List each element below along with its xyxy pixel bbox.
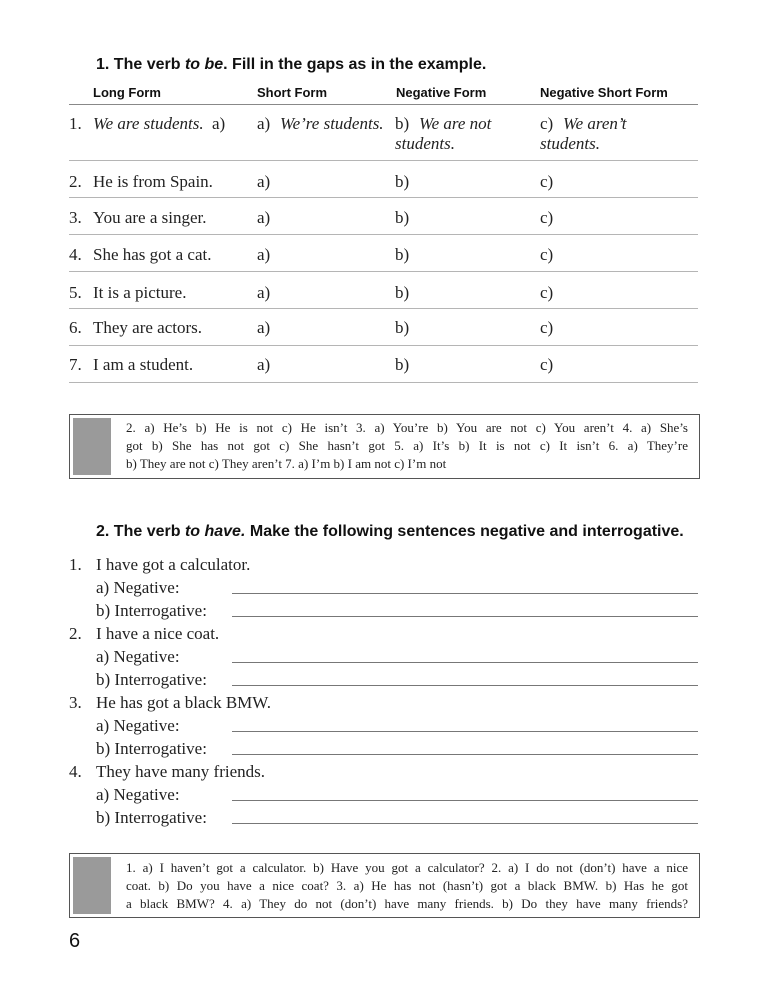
item-num: 1. (69, 555, 82, 574)
negative-answer-line[interactable] (232, 593, 698, 594)
exercise2-number: 2. (96, 523, 110, 540)
interrogative-answer-line[interactable] (232, 823, 698, 824)
interrogative-answer-line[interactable] (232, 754, 698, 755)
page-number: 6 (69, 930, 81, 952)
negative-answer-line[interactable] (232, 662, 698, 663)
row-short-gap[interactable]: a) (257, 245, 271, 264)
row-short-gap[interactable]: a) (257, 355, 271, 374)
row-num: 2. (69, 172, 82, 191)
answer-key-box (69, 853, 700, 918)
answer-key-line: 1. a) I haven’t got a calculator. b) Have you got a calculator? 2. a) I do not (don’t) have a nice (126, 860, 688, 875)
row-sentence: He is from Spain. (93, 172, 213, 191)
answer-key-text (126, 419, 688, 473)
answer-key-text (126, 859, 688, 913)
negative-answer-line[interactable] (232, 800, 698, 801)
example-a-label: a) (212, 114, 226, 133)
row-num: 7. (69, 355, 82, 374)
column-header-short-form: Short Form (257, 85, 328, 100)
row-negative-short-gap[interactable]: c) (540, 355, 554, 374)
interrogative-answer-line[interactable] (232, 685, 698, 686)
row-num: 4. (69, 245, 82, 264)
negative-label: a) Negative: (96, 785, 180, 804)
interrogative-answer-line[interactable] (232, 616, 698, 617)
negative-label: a) Negative: (96, 578, 180, 597)
answer-key-line: a black BMW? 4. a) They do not (don’t) have many friends. b) Do they have many friends? (126, 896, 688, 911)
row-sentence: She has got a cat. (93, 245, 212, 264)
answer-key-box (69, 414, 700, 479)
item-num: 2. (69, 624, 82, 643)
exercise2-title-pre: The verb (113, 523, 181, 540)
row-short-gap[interactable]: a) (257, 172, 271, 191)
answer-key-bar (73, 418, 111, 475)
interrogative-label: b) Interrogative: (96, 670, 207, 689)
example-neg-label: b) (395, 114, 410, 133)
column-header-long-form: Long Form (93, 85, 161, 100)
row-num: 6. (69, 318, 82, 337)
example-negs-label: c) (540, 114, 554, 133)
row-negative-short-gap[interactable]: c) (540, 208, 554, 227)
example-long-form: We are students. (93, 114, 204, 133)
exercise1-heading (96, 56, 486, 74)
row-negative-gap[interactable]: b) (395, 318, 410, 337)
item-sentence: I have got a calculator. (96, 555, 251, 574)
item-num: 4. (69, 762, 82, 781)
row-rule (69, 234, 698, 235)
example-num: 1. (69, 114, 82, 133)
exercise2-title-verb: to have. (184, 523, 246, 540)
row-sentence: It is a picture. (93, 283, 187, 302)
example-short-label: a) (257, 114, 271, 133)
negative-label: a) Negative: (96, 716, 180, 735)
item-num: 3. (69, 693, 82, 712)
example-negative-form-line2: students. (395, 134, 455, 153)
exercise1-title-post: . Fill in the gaps as in the example. (223, 56, 487, 73)
column-header-negative-form: Negative Form (396, 85, 487, 100)
answer-key-bar (73, 857, 111, 914)
example-negative-short-line1: We aren’t (563, 114, 627, 133)
answer-key-line: b) They are not c) They aren’t 7. a) I’m b) I am not c) I’m not (126, 456, 447, 471)
row-negative-gap[interactable]: b) (395, 283, 410, 302)
example-negative-form-line1: We are not (419, 114, 492, 133)
row-rule (69, 160, 698, 161)
row-negative-gap[interactable]: b) (395, 355, 410, 374)
example-negative-short-line2: students. (540, 134, 600, 153)
row-negative-gap[interactable]: b) (395, 172, 410, 191)
exercise1-title-pre: The verb (113, 56, 181, 73)
row-rule (69, 345, 698, 346)
row-num: 5. (69, 283, 82, 302)
exercise1-title-verb: to be (184, 56, 224, 73)
row-negative-short-gap[interactable]: c) (540, 283, 554, 302)
interrogative-label: b) Interrogative: (96, 601, 207, 620)
answer-key-line: 2. a) He’s b) He is not c) He isn’t 3. a) You’re b) You are not c) You aren’t 4. a) She’s (126, 420, 688, 435)
example-short-form: We’re students. (280, 114, 384, 133)
row-sentence: You are a singer. (93, 208, 207, 227)
row-negative-short-gap[interactable]: c) (540, 318, 554, 337)
column-header-negative-short-form: Negative Short Form (540, 85, 668, 100)
interrogative-label: b) Interrogative: (96, 739, 207, 758)
row-rule (69, 271, 698, 272)
row-rule (69, 308, 698, 309)
answer-key-line: coat. b) Do you have a nice coat? 3. a) He has not (hasn’t) got a black BMW. b) Has he got (126, 878, 688, 893)
header-rule (69, 104, 698, 105)
exercise1-number: 1. (96, 56, 110, 73)
negative-label: a) Negative: (96, 647, 180, 666)
interrogative-label: b) Interrogative: (96, 808, 207, 827)
item-sentence: I have a nice coat. (96, 624, 220, 643)
row-sentence: They are actors. (93, 318, 203, 337)
row-negative-gap[interactable]: b) (395, 245, 410, 264)
exercise2-heading (96, 523, 684, 541)
row-rule (69, 382, 698, 383)
row-short-gap[interactable]: a) (257, 208, 271, 227)
row-short-gap[interactable]: a) (257, 283, 271, 302)
item-sentence: He has got a black BMW. (96, 693, 272, 712)
negative-answer-line[interactable] (232, 731, 698, 732)
row-rule (69, 197, 698, 198)
exercise2-title-post: Make the following sentences negative and interrogative. (249, 523, 684, 540)
row-sentence: I am a student. (93, 355, 194, 374)
row-short-gap[interactable]: a) (257, 318, 271, 337)
row-negative-short-gap[interactable]: c) (540, 172, 554, 191)
answer-key-line: got b) She has not got c) She hasn’t got 5. a) It’s b) It is not c) It isn’t 6. a) They’re (126, 438, 688, 453)
row-negative-short-gap[interactable]: c) (540, 245, 554, 264)
row-negative-gap[interactable]: b) (395, 208, 410, 227)
item-sentence: They have many friends. (96, 762, 265, 781)
row-num: 3. (69, 208, 82, 227)
